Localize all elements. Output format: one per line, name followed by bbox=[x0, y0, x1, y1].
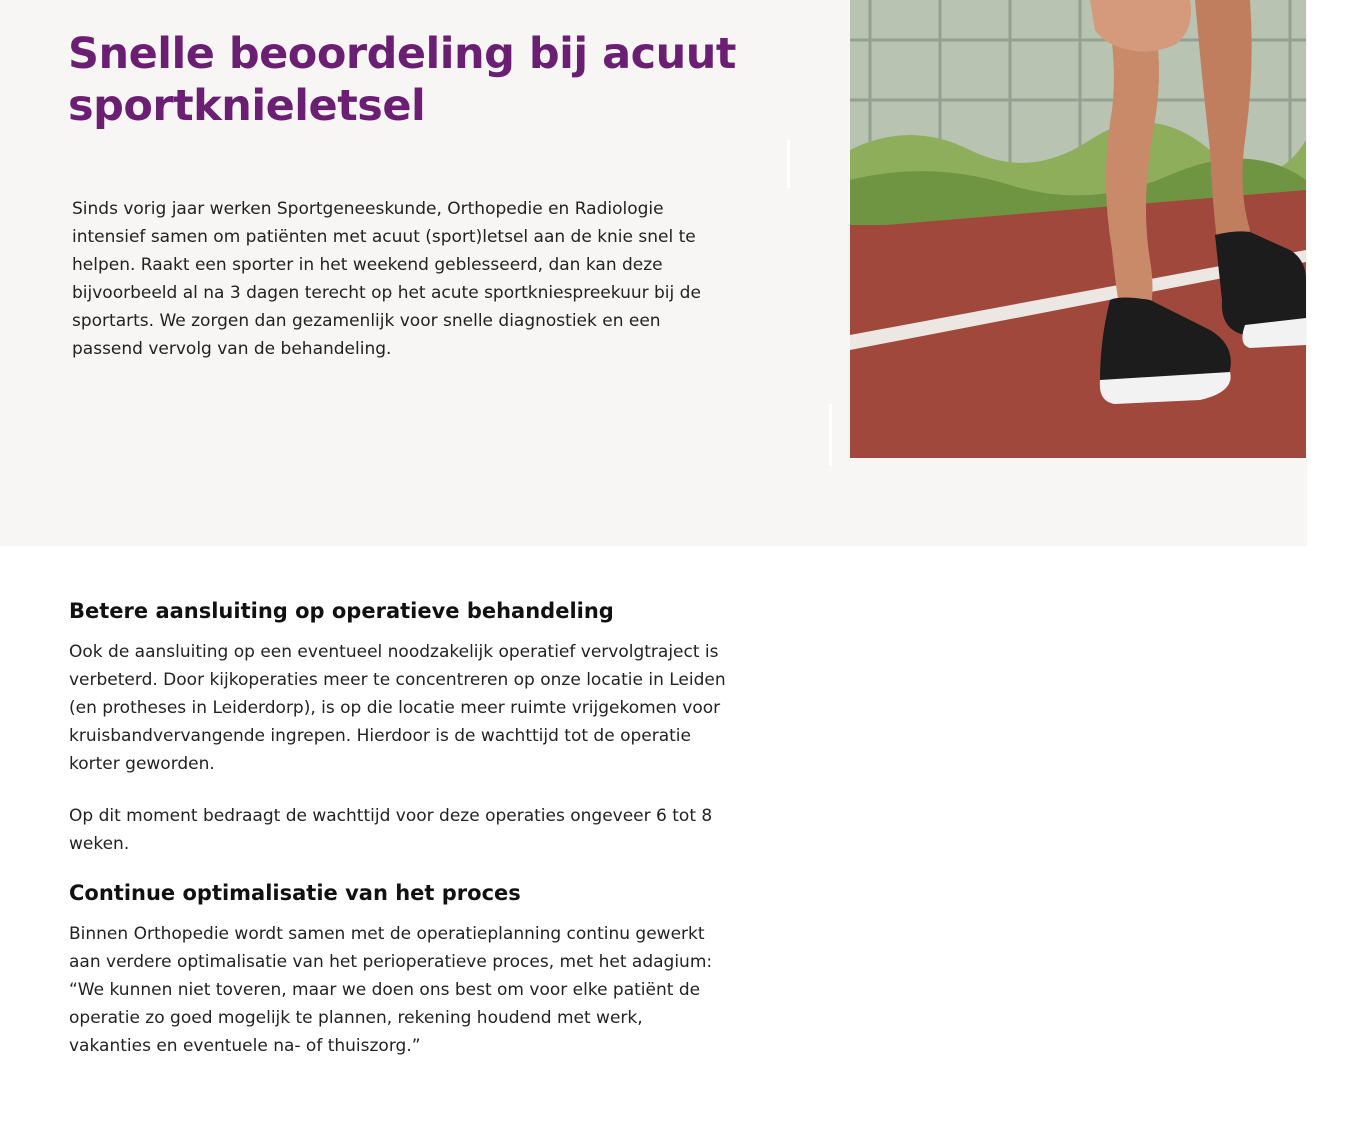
section-paragraph: Binnen Orthopedie wordt samen met de operatieplanning continu gewerkt aan verdere optimalisatie van het perioperatieve proces, met het adagium: “We kunnen niet toveren, maar we doen ons best om voor elke patiënt de operatie zo goed mogelijk te plannen, rekening houdend met werk, vakanties en eventuele na- of thuiszorg.” bbox=[69, 924, 713, 1056]
hero-section bbox=[0, 0, 1307, 546]
hero-intro-text: Sinds vorig jaar werken Sportgeneeskunde, Orthopedie en Radiologie intensief samen om patiënten met acuut (sport)letsel aan de knie snel te helpen. Raakt een sporter in het weekend geblesseerd, dan kan deze bijvoorbeeld al na 3 dagen terecht op het acute sportkniespreekuur bij de sportarts. We zorgen dan gezamenlijk voor snelle diagnostiek en een passend vervolg van de behandeling. bbox=[72, 199, 701, 359]
decorative-divider bbox=[829, 404, 832, 466]
section-heading-optimization: Continue optimalisatie van het proces bbox=[69, 881, 521, 905]
page-title: Snelle beoordeling bij acuut sportknieletsel bbox=[68, 29, 736, 131]
runner-knee-injury-image bbox=[850, 0, 1306, 458]
section-paragraph: Ook de aansluiting op een eventueel noodzakelijk operatief vervolgtraject is verbeterd. Door kijkoperaties meer te concentreren op onze locatie in Leiden (en protheses in Leiderdorp), is op die locatie meer ruimte vrijgekomen voor kruisbandvervangende ingrepen. Hierdoor is de wachttijd tot de operatie korter geworden. bbox=[69, 642, 726, 774]
section-heading-operative: Betere aansluiting op operatieve behandeling bbox=[69, 599, 614, 623]
decorative-divider bbox=[787, 140, 790, 188]
section-paragraph: Op dit moment bedraagt de wachttijd voor deze operaties ongeveer 6 tot 8 weken. bbox=[69, 806, 713, 854]
runner-knee-injury-icon bbox=[850, 0, 1306, 458]
content-section bbox=[69, 596, 729, 1060]
